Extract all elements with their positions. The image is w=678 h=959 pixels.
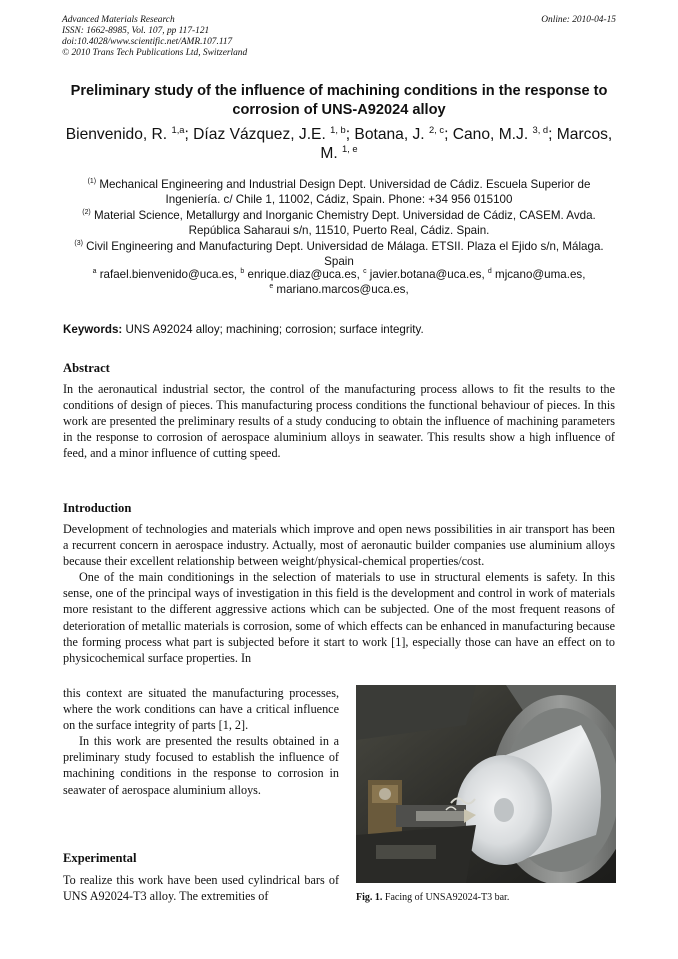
journal-name: Advanced Materials Research <box>62 15 175 25</box>
author: Marcos, M. $^{1, e}$ <box>320 126 613 162</box>
email[interactable]: $^b$ enrique.diaz@uca.es, <box>240 268 360 281</box>
experimental-paragraph: To realize this work have been used cylindrical bars of UNS A92024-T3 alloy. The extremities of <box>63 873 339 904</box>
author: Botana, J. $^{2, c}$; <box>354 124 453 143</box>
journal-info <box>62 15 247 59</box>
introduction-heading: Introduction <box>63 501 132 515</box>
experimental-body <box>63 872 339 904</box>
introduction-body <box>63 521 615 666</box>
intro-paragraph-2-cont: this context are situated the manufacturing processes, where the work conditions can have a critical influence on the surface integrity of parts [1, 2]. <box>63 686 339 733</box>
intro-paragraph-3: In this work are presented the results obtained in a preliminary study focused to establish the influence of machining conditions in the response to corrosion in seawater of aerospace aluminium alloys. <box>63 734 339 797</box>
figure-caption-text: Facing of UNSA92024-T3 bar. <box>384 892 510 903</box>
email[interactable]: $^d$ mjcano@uma.es, <box>487 268 586 281</box>
abstract-paragraph: In the aeronautical industrial sector, the control of the manufacturing process allows to fit the results to the conditions of design of pieces. This manufacturing process conditions the functional behaviour of pieces. In this work are presented the preliminary results of a study conducing to obtain the influence of machining parameters in the response to corrosion of aerospace aluminium alloys in seawater. This results show a high influence of feed, and a minor influence of cutting speed. <box>63 382 615 461</box>
paper-title: Preliminary study of the influence of machining conditions in the response to corrosion of UNS-A92024 alloy <box>70 83 608 118</box>
affiliation: $^{(1)}$ Mechanical Engineering and Industrial Design Dept. Universidad de Cádiz. Escuela Superior de Ingeniería. c/ Chile 1, 11002, Cádiz, Spain. Phone: +34 956 015100 <box>87 178 591 207</box>
intro-column <box>63 685 339 798</box>
author-emails <box>55 267 623 298</box>
figure-caption <box>356 892 509 904</box>
abstract-heading: Abstract <box>63 361 110 375</box>
keywords-label: Keywords: <box>63 323 123 336</box>
author-list <box>60 125 618 163</box>
author: Cano, M.J. $^{3, d}$; <box>452 124 557 143</box>
intro-paragraph-2: One of the main conditionings in the selection of materials to use in structural elements is safety. In this sense, one of the principal ways of investigation in this field is the development and control in work of materials more resistant to the different aggressive actions which can be subjected. One of the most frequent reasons of deterioration of metallic materials is corrosion, some of which effects can be enhanced in manufacturing because the forming process what part is subjected before it start to work [1], especially those can have an effect on to physicochemical surface properties. In <box>63 570 615 665</box>
author: Bienvenido, R. $^{1,a}$; <box>65 124 194 143</box>
email[interactable]: $^c$ javier.botana@uca.es, <box>363 268 485 281</box>
keywords-text: UNS A92024 alloy; machining; corrosion; surface integrity. <box>125 323 424 336</box>
journal-copyright: © 2010 Trans Tech Publications Ltd, Switzerland <box>62 48 248 58</box>
figure-lathe-photo <box>356 685 616 883</box>
abstract-body <box>63 381 615 461</box>
intro-paragraph-1: Development of technologies and materials which improve and open news possibilities in air transport has been a recurrent concern in aerospace industry. Actually, most of aeronautic builder companies use aluminium alloys because their excellent relationship between weight/physical-chemical properties/cost. <box>63 522 615 569</box>
experimental-heading: Experimental <box>63 851 137 865</box>
affiliation: $^{(2)}$ Material Science, Metallurgy and Inorganic Chemistry Dept. Universidad de Cádiz, CASEM. Avda. República Saharaui s/n, 11510, Puerto Real, Cádiz. Spain. <box>82 208 596 238</box>
email[interactable]: $^a$ rafael.bienvenido@uca.es, <box>92 268 238 281</box>
affiliation: $^{(3)}$ Civil Engineering and Manufacturing Dept. Universidad de Málaga. ETSII. Plaza el Ejido s/n, Málaga. Spain <box>74 239 604 269</box>
journal-issn: ISSN: 1662-8985, Vol. 107, pp 117-121 <box>62 26 210 36</box>
affiliations <box>60 177 618 269</box>
journal-doi: doi:10.4028/www.scientific.net/AMR.107.117 <box>62 37 233 47</box>
online-date: Online: 2010-04-15 <box>541 15 616 25</box>
email[interactable]: $^e$ mariano.marcos@uca.es, <box>269 283 409 297</box>
figure-label: Fig. 1. <box>356 892 383 903</box>
keywords <box>63 323 623 337</box>
lathe-facing-photo <box>356 685 616 883</box>
author: Díaz Vázquez, J.E. $^{1, b}$; <box>193 124 355 143</box>
